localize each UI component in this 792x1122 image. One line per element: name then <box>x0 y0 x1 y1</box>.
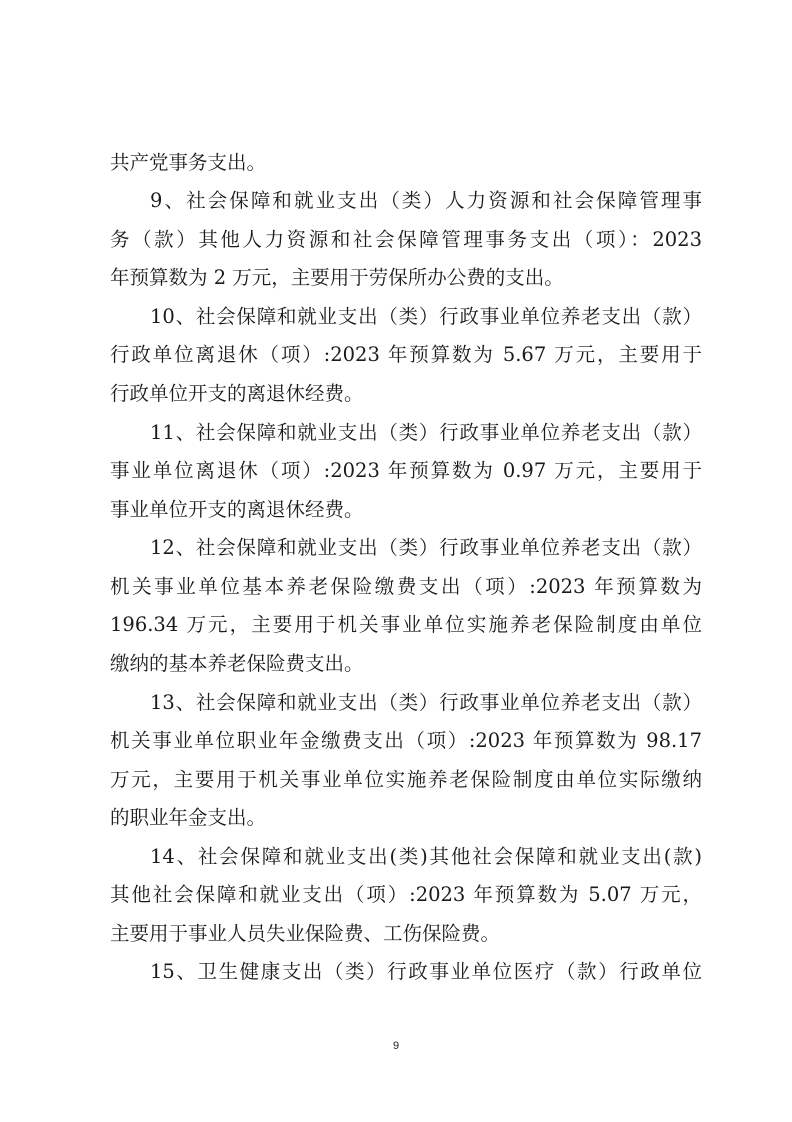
text-line: 其他社会保障和就业支出（项）:2023 年预算数为 5.07 万元， <box>110 883 702 906</box>
text-line: 10、社会保障和就业支出（类）行政事业单位养老支出（款） <box>150 305 702 328</box>
text-line: 行政单位开支的离退休经费。 <box>110 382 364 405</box>
text-line: 事业单位离退休（项）:2023 年预算数为 0.97 万元，主要用于 <box>110 459 702 482</box>
text-line: 196.34 万元，主要用于机关事业单位实施养老保险制度由单位 <box>110 613 702 636</box>
text-line: 的职业年金支出。 <box>110 806 267 829</box>
text-line: 共产党事务支出。 <box>110 151 267 174</box>
text-line: 机关事业单位职业年金缴费支出（项）:2023 年预算数为 98.17 <box>110 729 702 752</box>
text-line: 14、社会保障和就业支出(类)其他社会保障和就业支出(款) <box>150 845 702 868</box>
page-number: 9 <box>392 1040 400 1052</box>
text-line: 机关事业单位基本养老保险缴费支出（项）:2023 年预算数为 <box>110 575 702 598</box>
text-line: 行政单位离退休（项）:2023 年预算数为 5.67 万元，主要用于 <box>110 343 702 366</box>
text-line: 15、卫生健康支出（类）行政事业单位医疗（款）行政单位 <box>150 960 702 983</box>
text-line: 缴纳的基本养老保险费支出。 <box>110 652 364 675</box>
text-line: 13、社会保障和就业支出（类）行政事业单位养老支出（款） <box>150 691 702 714</box>
text-line: 年预算数为 2 万元，主要用于劳保所办公费的支出。 <box>110 266 564 289</box>
text-line: 9、社会保障和就业支出（类）人力资源和社会保障管理事 <box>150 189 702 212</box>
text-line: 主要用于事业人员失业保险费、工伤保险费。 <box>110 922 501 945</box>
text-line: 12、社会保障和就业支出（类）行政事业单位养老支出（款） <box>150 536 702 559</box>
text-line: 万元，主要用于机关事业单位实施养老保险制度由单位实际缴纳 <box>110 768 702 791</box>
text-line: 务（款）其他人力资源和社会保障管理事务支出（项）：2023 <box>110 228 702 251</box>
text-line: 11、社会保障和就业支出（类）行政事业单位养老支出（款） <box>150 421 702 444</box>
text-line: 事业单位开支的离退休经费。 <box>110 498 364 521</box>
